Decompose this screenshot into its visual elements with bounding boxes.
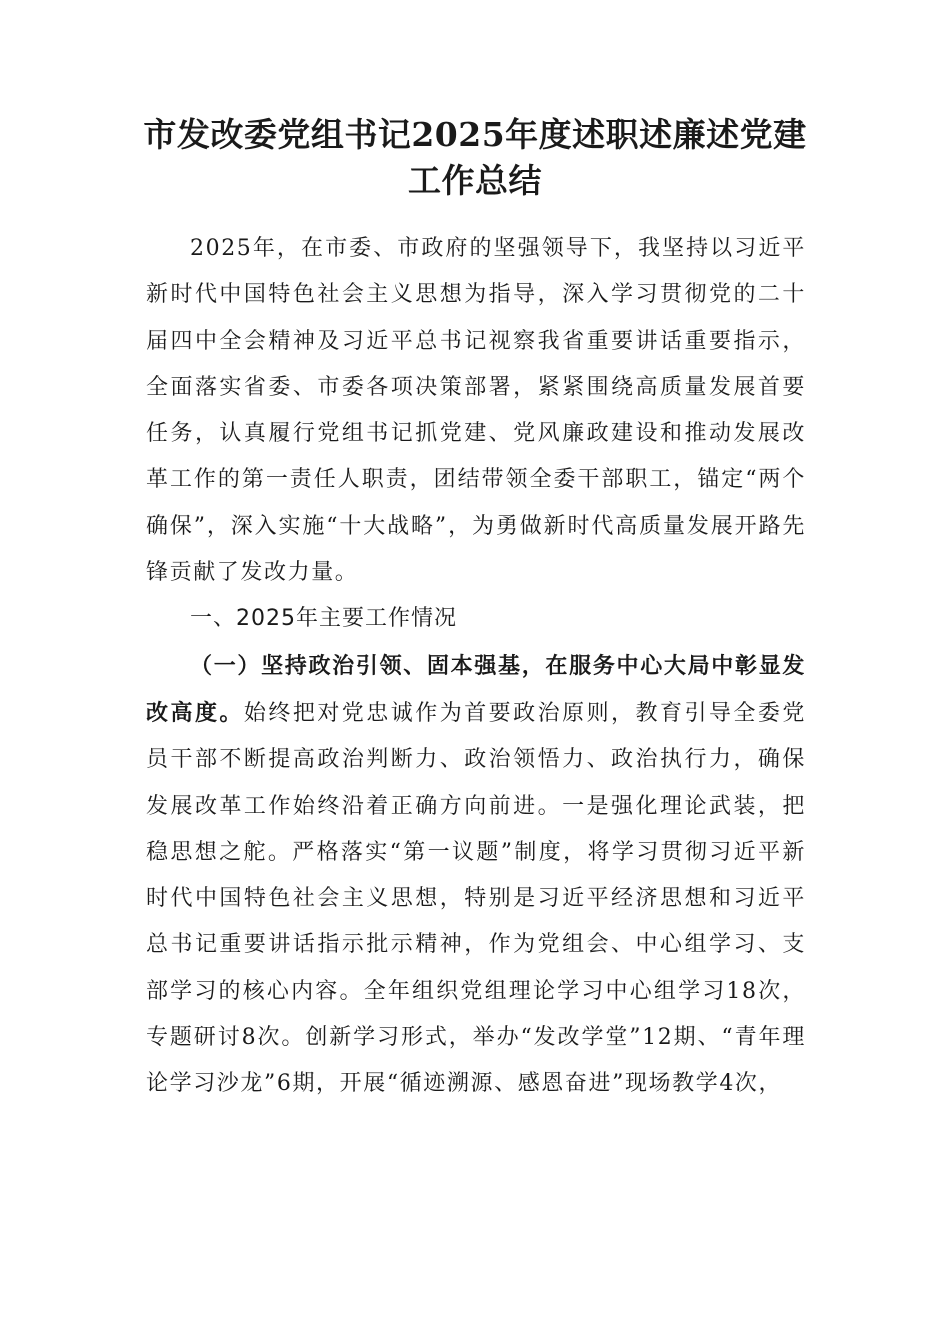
subsection-paragraph bbox=[146, 643, 806, 1108]
document-body bbox=[146, 226, 806, 1108]
subsection-lead: （一）坚持政治引领、固本强基，在服务中心大局中彰显发改高度。 bbox=[146, 652, 806, 726]
document-title: 市发改委党组书记2025年度述职述廉述党建工作总结 bbox=[143, 115, 807, 200]
section-heading: 一、2025年主要工作情况 bbox=[190, 606, 457, 632]
subsection-text: 始终把对党忠诚作为首要政治原则，教育引导全委党员干部不断提高政治判断力、政治领悟力、政治执行力，确保发展改革工作始终沿着正确方向前进。一是强化理论武装，把稳思想之舵。严格落实“第一议题”制度，将学习贯彻习近平新时代中国特色社会主义思想，特别是习近平经济思想和习近平总书记重要讲话指示批示精神，作为党组会、中心组学习、支部学习的核心内容。全年组织党组理论学习中心组学习18次，专题研讨8次。创新学习形式，举办“发改学堂”12期、“青年理论学习沙龙”6期，开展“循迹溯源、感恩奋进”现场教学4次， bbox=[146, 700, 806, 1097]
intro-paragraph: 2025年，在市委、市政府的坚强领导下，我坚持以习近平新时代中国特色社会主义思想为指导，深入学习贯彻党的二十届四中全会精神及习近平总书记视察我省重要讲话重要指示，全面落实省委、市委各项决策部署，紧紧围绕高质量发展首要任务，认真履行党组书记抓党建、党风廉政建设和推动发展改革工作的第一责任人职责，团结带领全委干部职工，锚定“两个确保”，深入实施“十大战略”，为勇做新时代高质量发展开路先锋贡献了发改力量。 bbox=[146, 236, 806, 586]
